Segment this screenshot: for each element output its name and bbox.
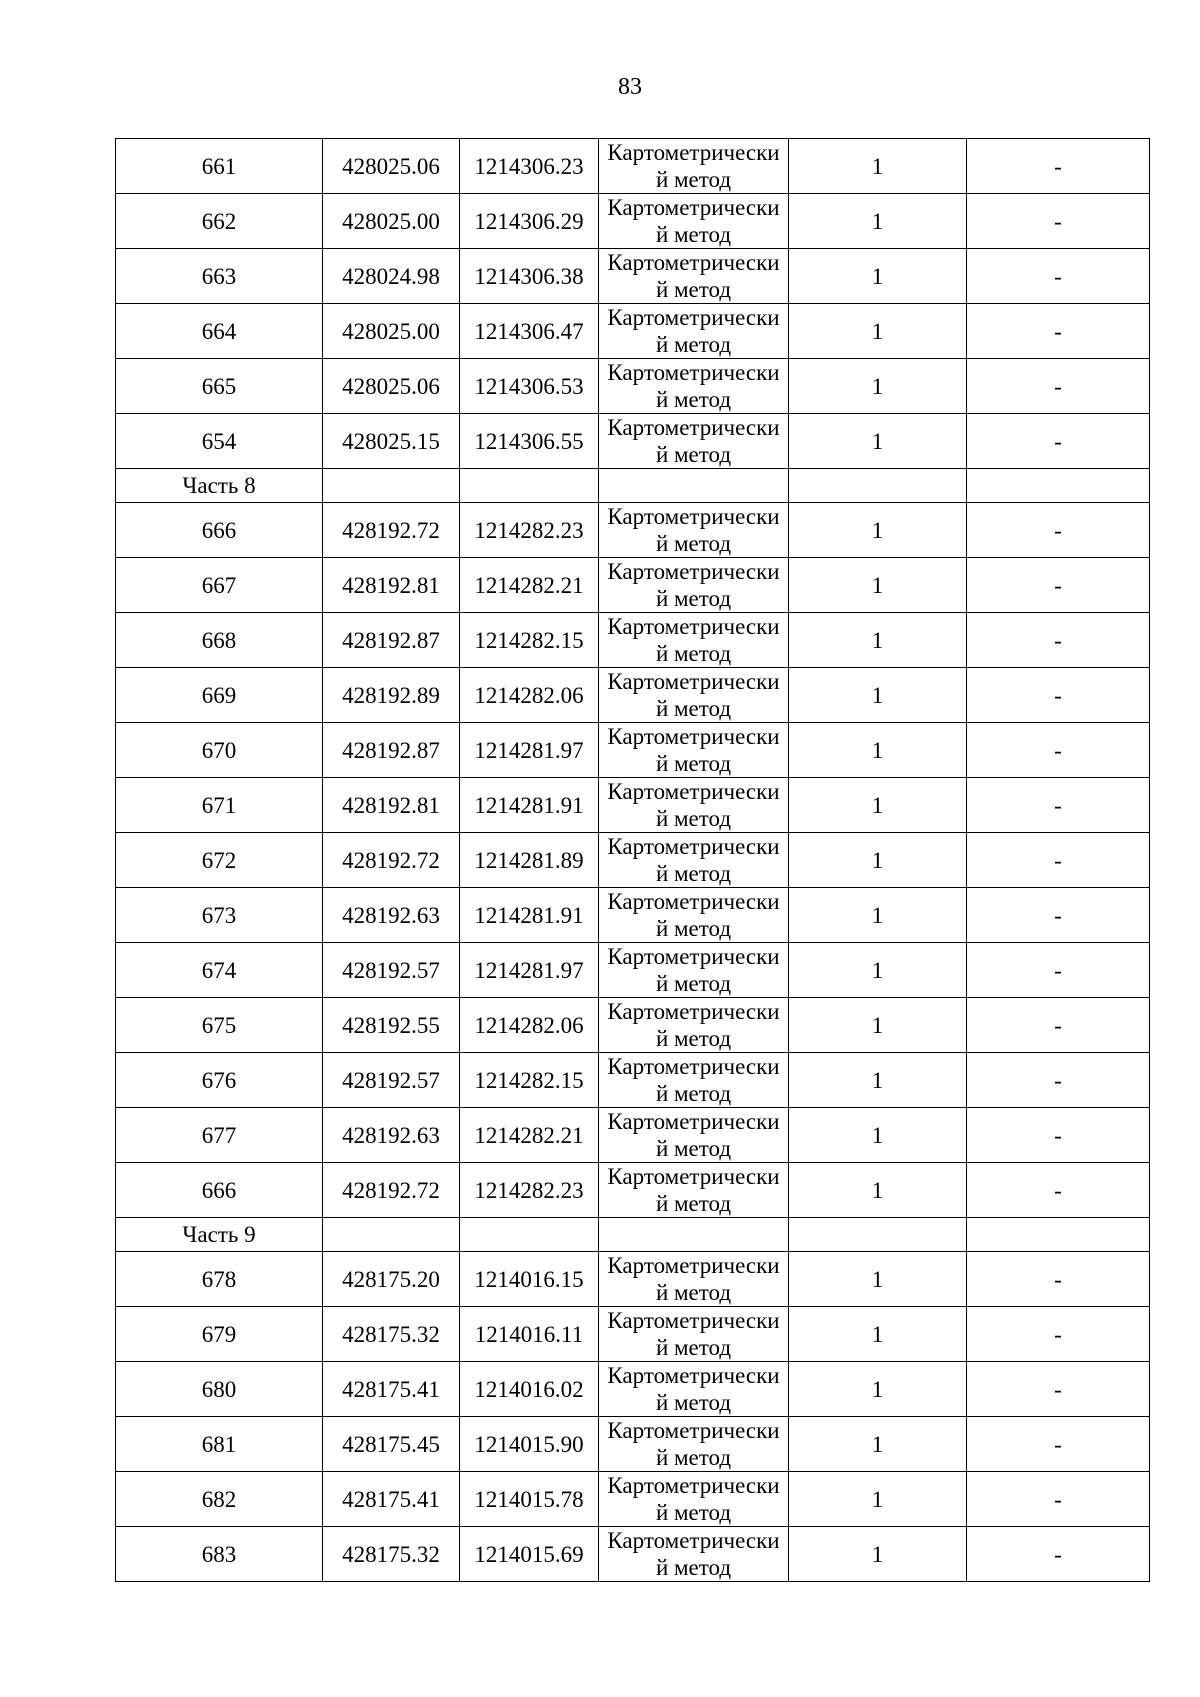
point-number-cell: 662	[116, 194, 323, 249]
x-coordinate-cell: 428175.41	[323, 1472, 460, 1527]
note-cell: -	[967, 1362, 1150, 1417]
note-cell: -	[967, 998, 1150, 1053]
x-coordinate-cell: 428025.15	[323, 414, 460, 469]
x-coordinate-cell: 428192.72	[323, 1163, 460, 1218]
y-coordinate-cell: 1214015.90	[460, 1417, 599, 1472]
table-row	[116, 943, 1150, 998]
empty-cell	[323, 1218, 460, 1252]
point-number-cell: 677	[116, 1108, 323, 1163]
empty-cell	[599, 469, 789, 503]
note-cell: -	[967, 943, 1150, 998]
note-cell: -	[967, 359, 1150, 414]
point-number-cell: 669	[116, 668, 323, 723]
method-cell	[599, 139, 789, 194]
accuracy-cell: 1	[789, 778, 967, 833]
method-text-line1: Картометрически	[607, 1363, 780, 1388]
table-row	[116, 558, 1150, 613]
table-row	[116, 1472, 1150, 1527]
method-text-line1: Картометрически	[607, 1308, 780, 1333]
y-coordinate-cell: 1214306.23	[460, 139, 599, 194]
x-coordinate-cell: 428192.63	[323, 1108, 460, 1163]
method-cell	[599, 1527, 789, 1582]
accuracy-cell: 1	[789, 359, 967, 414]
note-cell: -	[967, 723, 1150, 778]
method-text-line1: Картометрически	[607, 1164, 780, 1189]
method-text-line1: Картометрически	[607, 1418, 780, 1443]
point-number-cell: 664	[116, 304, 323, 359]
accuracy-cell: 1	[789, 998, 967, 1053]
x-coordinate-cell: 428175.41	[323, 1362, 460, 1417]
x-coordinate-cell: 428175.45	[323, 1417, 460, 1472]
method-text-line2: й метод	[655, 1280, 732, 1305]
x-coordinate-cell: 428192.89	[323, 668, 460, 723]
method-text-line2: й метод	[655, 222, 732, 247]
method-text-line2: й метод	[655, 1335, 732, 1360]
method-text-line2: й метод	[655, 1500, 732, 1525]
table-row	[116, 833, 1150, 888]
x-coordinate-cell: 428192.81	[323, 558, 460, 613]
empty-cell	[967, 1218, 1150, 1252]
table-body	[116, 139, 1150, 1582]
table-row	[116, 1108, 1150, 1163]
table-row	[116, 503, 1150, 558]
note-cell: -	[967, 503, 1150, 558]
method-cell	[599, 249, 789, 304]
method-cell	[599, 304, 789, 359]
method-cell	[599, 558, 789, 613]
method-text-line1: Картометрически	[607, 1528, 780, 1553]
y-coordinate-cell: 1214306.29	[460, 194, 599, 249]
method-text-line1: Картометрически	[607, 669, 780, 694]
method-text-line1: Картометрически	[607, 614, 780, 639]
method-cell	[599, 723, 789, 778]
table-row	[116, 723, 1150, 778]
note-cell: -	[967, 558, 1150, 613]
part-header-row	[116, 469, 1150, 503]
method-text-line1: Картометрически	[607, 1253, 780, 1278]
note-cell: -	[967, 194, 1150, 249]
x-coordinate-cell: 428192.87	[323, 723, 460, 778]
note-cell: -	[967, 1108, 1150, 1163]
point-number-cell: 678	[116, 1252, 323, 1307]
accuracy-cell: 1	[789, 723, 967, 778]
note-cell: -	[967, 1417, 1150, 1472]
accuracy-cell: 1	[789, 1163, 967, 1218]
method-cell	[599, 503, 789, 558]
table-row	[116, 249, 1150, 304]
table-row	[116, 998, 1150, 1053]
note-cell: -	[967, 1163, 1150, 1218]
note-cell: -	[967, 249, 1150, 304]
y-coordinate-cell: 1214306.53	[460, 359, 599, 414]
accuracy-cell: 1	[789, 503, 967, 558]
point-number-cell: 681	[116, 1417, 323, 1472]
x-coordinate-cell: 428192.57	[323, 943, 460, 998]
method-text-line2: й метод	[655, 971, 732, 996]
note-cell: -	[967, 1053, 1150, 1108]
note-cell: -	[967, 304, 1150, 359]
y-coordinate-cell: 1214015.78	[460, 1472, 599, 1527]
accuracy-cell: 1	[789, 1108, 967, 1163]
method-text-line2: й метод	[655, 1136, 732, 1161]
method-cell	[599, 888, 789, 943]
point-number-cell: 674	[116, 943, 323, 998]
table-row	[116, 414, 1150, 469]
table-row	[116, 1527, 1150, 1582]
method-text-line1: Картометрически	[607, 195, 780, 220]
y-coordinate-cell: 1214282.21	[460, 558, 599, 613]
method-cell	[599, 833, 789, 888]
method-text-line1: Картометрически	[607, 999, 780, 1024]
table-row	[116, 304, 1150, 359]
method-text-line2: й метод	[655, 916, 732, 941]
method-text-line2: й метод	[655, 387, 732, 412]
point-number-cell: 654	[116, 414, 323, 469]
note-cell: -	[967, 888, 1150, 943]
method-text-line2: й метод	[655, 1026, 732, 1051]
table-row	[116, 194, 1150, 249]
note-cell: -	[967, 668, 1150, 723]
table-row	[116, 359, 1150, 414]
point-number-cell: 670	[116, 723, 323, 778]
method-text-line2: й метод	[655, 751, 732, 776]
method-text-line2: й метод	[655, 586, 732, 611]
table-row	[116, 1163, 1150, 1218]
x-coordinate-cell: 428175.32	[323, 1307, 460, 1362]
part-header-row	[116, 1218, 1150, 1252]
method-text-line1: Картометрически	[607, 360, 780, 385]
note-cell: -	[967, 414, 1150, 469]
accuracy-cell: 1	[789, 1417, 967, 1472]
table-row	[116, 1053, 1150, 1108]
accuracy-cell: 1	[789, 1252, 967, 1307]
method-cell	[599, 668, 789, 723]
y-coordinate-cell: 1214015.69	[460, 1527, 599, 1582]
method-cell	[599, 1053, 789, 1108]
note-cell: -	[967, 1307, 1150, 1362]
table-row	[116, 613, 1150, 668]
x-coordinate-cell: 428192.57	[323, 1053, 460, 1108]
table-row	[116, 139, 1150, 194]
method-text-line2: й метод	[655, 277, 732, 302]
method-text-line1: Картометрически	[607, 944, 780, 969]
method-cell	[599, 414, 789, 469]
x-coordinate-cell: 428025.00	[323, 194, 460, 249]
y-coordinate-cell: 1214282.15	[460, 1053, 599, 1108]
y-coordinate-cell: 1214281.97	[460, 723, 599, 778]
coordinates-table	[115, 138, 1150, 1582]
accuracy-cell: 1	[789, 194, 967, 249]
point-number-cell: 680	[116, 1362, 323, 1417]
point-number-cell: 666	[116, 1163, 323, 1218]
method-cell	[599, 1252, 789, 1307]
method-cell	[599, 1362, 789, 1417]
y-coordinate-cell: 1214282.06	[460, 998, 599, 1053]
table-row	[116, 888, 1150, 943]
accuracy-cell: 1	[789, 414, 967, 469]
empty-cell	[789, 469, 967, 503]
y-coordinate-cell: 1214016.11	[460, 1307, 599, 1362]
method-cell	[599, 943, 789, 998]
method-text-line2: й метод	[655, 641, 732, 666]
point-number-cell: 682	[116, 1472, 323, 1527]
table-row	[116, 1417, 1150, 1472]
note-cell: -	[967, 1472, 1150, 1527]
method-text-line2: й метод	[655, 531, 732, 556]
x-coordinate-cell: 428192.72	[323, 833, 460, 888]
empty-cell	[460, 1218, 599, 1252]
x-coordinate-cell: 428192.55	[323, 998, 460, 1053]
empty-cell	[967, 469, 1150, 503]
x-coordinate-cell: 428192.63	[323, 888, 460, 943]
method-text-line2: й метод	[655, 332, 732, 357]
method-text-line1: Картометрически	[607, 1109, 780, 1134]
point-number-cell: 668	[116, 613, 323, 668]
note-cell: -	[967, 1252, 1150, 1307]
accuracy-cell: 1	[789, 833, 967, 888]
y-coordinate-cell: 1214282.06	[460, 668, 599, 723]
note-cell: -	[967, 778, 1150, 833]
x-coordinate-cell: 428025.06	[323, 139, 460, 194]
point-number-cell: 675	[116, 998, 323, 1053]
accuracy-cell: 1	[789, 1472, 967, 1527]
accuracy-cell: 1	[789, 613, 967, 668]
y-coordinate-cell: 1214306.55	[460, 414, 599, 469]
method-cell	[599, 1108, 789, 1163]
accuracy-cell: 1	[789, 943, 967, 998]
empty-cell	[323, 469, 460, 503]
method-text-line1: Картометрически	[607, 1473, 780, 1498]
method-cell	[599, 1417, 789, 1472]
point-number-cell: 661	[116, 139, 323, 194]
method-text-line2: й метод	[655, 861, 732, 886]
note-cell: -	[967, 1527, 1150, 1582]
table-row	[116, 668, 1150, 723]
x-coordinate-cell: 428025.06	[323, 359, 460, 414]
method-text-line1: Картометрически	[607, 305, 780, 330]
part-label-cell: Часть 8	[116, 469, 323, 503]
x-coordinate-cell: 428192.87	[323, 613, 460, 668]
y-coordinate-cell: 1214281.91	[460, 778, 599, 833]
point-number-cell: 671	[116, 778, 323, 833]
method-cell	[599, 1163, 789, 1218]
table-row	[116, 1362, 1150, 1417]
y-coordinate-cell: 1214016.02	[460, 1362, 599, 1417]
y-coordinate-cell: 1214281.91	[460, 888, 599, 943]
page-number: 83	[618, 74, 642, 100]
note-cell: -	[967, 833, 1150, 888]
method-text-line1: Картометрически	[607, 250, 780, 275]
point-number-cell: 683	[116, 1527, 323, 1582]
point-number-cell: 679	[116, 1307, 323, 1362]
table-row	[116, 778, 1150, 833]
method-text-line2: й метод	[655, 806, 732, 831]
method-cell	[599, 194, 789, 249]
method-text-line1: Картометрически	[607, 559, 780, 584]
method-cell	[599, 613, 789, 668]
method-text-line2: й метод	[655, 1081, 732, 1106]
y-coordinate-cell: 1214016.15	[460, 1252, 599, 1307]
method-cell	[599, 1472, 789, 1527]
method-text-line1: Картометрически	[607, 779, 780, 804]
method-text-line1: Картометрически	[607, 140, 780, 165]
x-coordinate-cell: 428192.72	[323, 503, 460, 558]
y-coordinate-cell: 1214282.21	[460, 1108, 599, 1163]
y-coordinate-cell: 1214282.15	[460, 613, 599, 668]
method-cell	[599, 998, 789, 1053]
y-coordinate-cell: 1214306.38	[460, 249, 599, 304]
point-number-cell: 673	[116, 888, 323, 943]
accuracy-cell: 1	[789, 1527, 967, 1582]
method-cell	[599, 359, 789, 414]
method-text-line2: й метод	[655, 1191, 732, 1216]
point-number-cell: 665	[116, 359, 323, 414]
point-number-cell: 666	[116, 503, 323, 558]
accuracy-cell: 1	[789, 1362, 967, 1417]
method-text-line1: Картометрически	[607, 834, 780, 859]
y-coordinate-cell: 1214281.97	[460, 943, 599, 998]
x-coordinate-cell: 428175.20	[323, 1252, 460, 1307]
empty-cell	[599, 1218, 789, 1252]
x-coordinate-cell: 428025.00	[323, 304, 460, 359]
point-number-cell: 663	[116, 249, 323, 304]
x-coordinate-cell: 428192.81	[323, 778, 460, 833]
point-number-cell: 676	[116, 1053, 323, 1108]
y-coordinate-cell: 1214306.47	[460, 304, 599, 359]
note-cell: -	[967, 613, 1150, 668]
method-text-line1: Картометрически	[607, 415, 780, 440]
y-coordinate-cell: 1214281.89	[460, 833, 599, 888]
method-text-line1: Картометрически	[607, 724, 780, 749]
accuracy-cell: 1	[789, 668, 967, 723]
method-text-line2: й метод	[655, 167, 732, 192]
table-row	[116, 1252, 1150, 1307]
y-coordinate-cell: 1214282.23	[460, 1163, 599, 1218]
empty-cell	[460, 469, 599, 503]
note-cell: -	[967, 139, 1150, 194]
method-cell	[599, 1307, 789, 1362]
method-text-line2: й метод	[655, 1445, 732, 1470]
accuracy-cell: 1	[789, 1053, 967, 1108]
method-text-line2: й метод	[655, 696, 732, 721]
y-coordinate-cell: 1214282.23	[460, 503, 599, 558]
method-text-line2: й метод	[655, 1555, 732, 1580]
accuracy-cell: 1	[789, 304, 967, 359]
method-text-line1: Картометрически	[607, 504, 780, 529]
empty-cell	[789, 1218, 967, 1252]
accuracy-cell: 1	[789, 139, 967, 194]
method-cell	[599, 778, 789, 833]
method-text-line2: й метод	[655, 442, 732, 467]
x-coordinate-cell: 428175.32	[323, 1527, 460, 1582]
point-number-cell: 672	[116, 833, 323, 888]
accuracy-cell: 1	[789, 558, 967, 613]
point-number-cell: 667	[116, 558, 323, 613]
x-coordinate-cell: 428024.98	[323, 249, 460, 304]
accuracy-cell: 1	[789, 1307, 967, 1362]
accuracy-cell: 1	[789, 249, 967, 304]
method-text-line2: й метод	[655, 1390, 732, 1415]
part-label-cell: Часть 9	[116, 1218, 323, 1252]
method-text-line1: Картометрически	[607, 889, 780, 914]
accuracy-cell: 1	[789, 888, 967, 943]
method-text-line1: Картометрически	[607, 1054, 780, 1079]
table-row	[116, 1307, 1150, 1362]
